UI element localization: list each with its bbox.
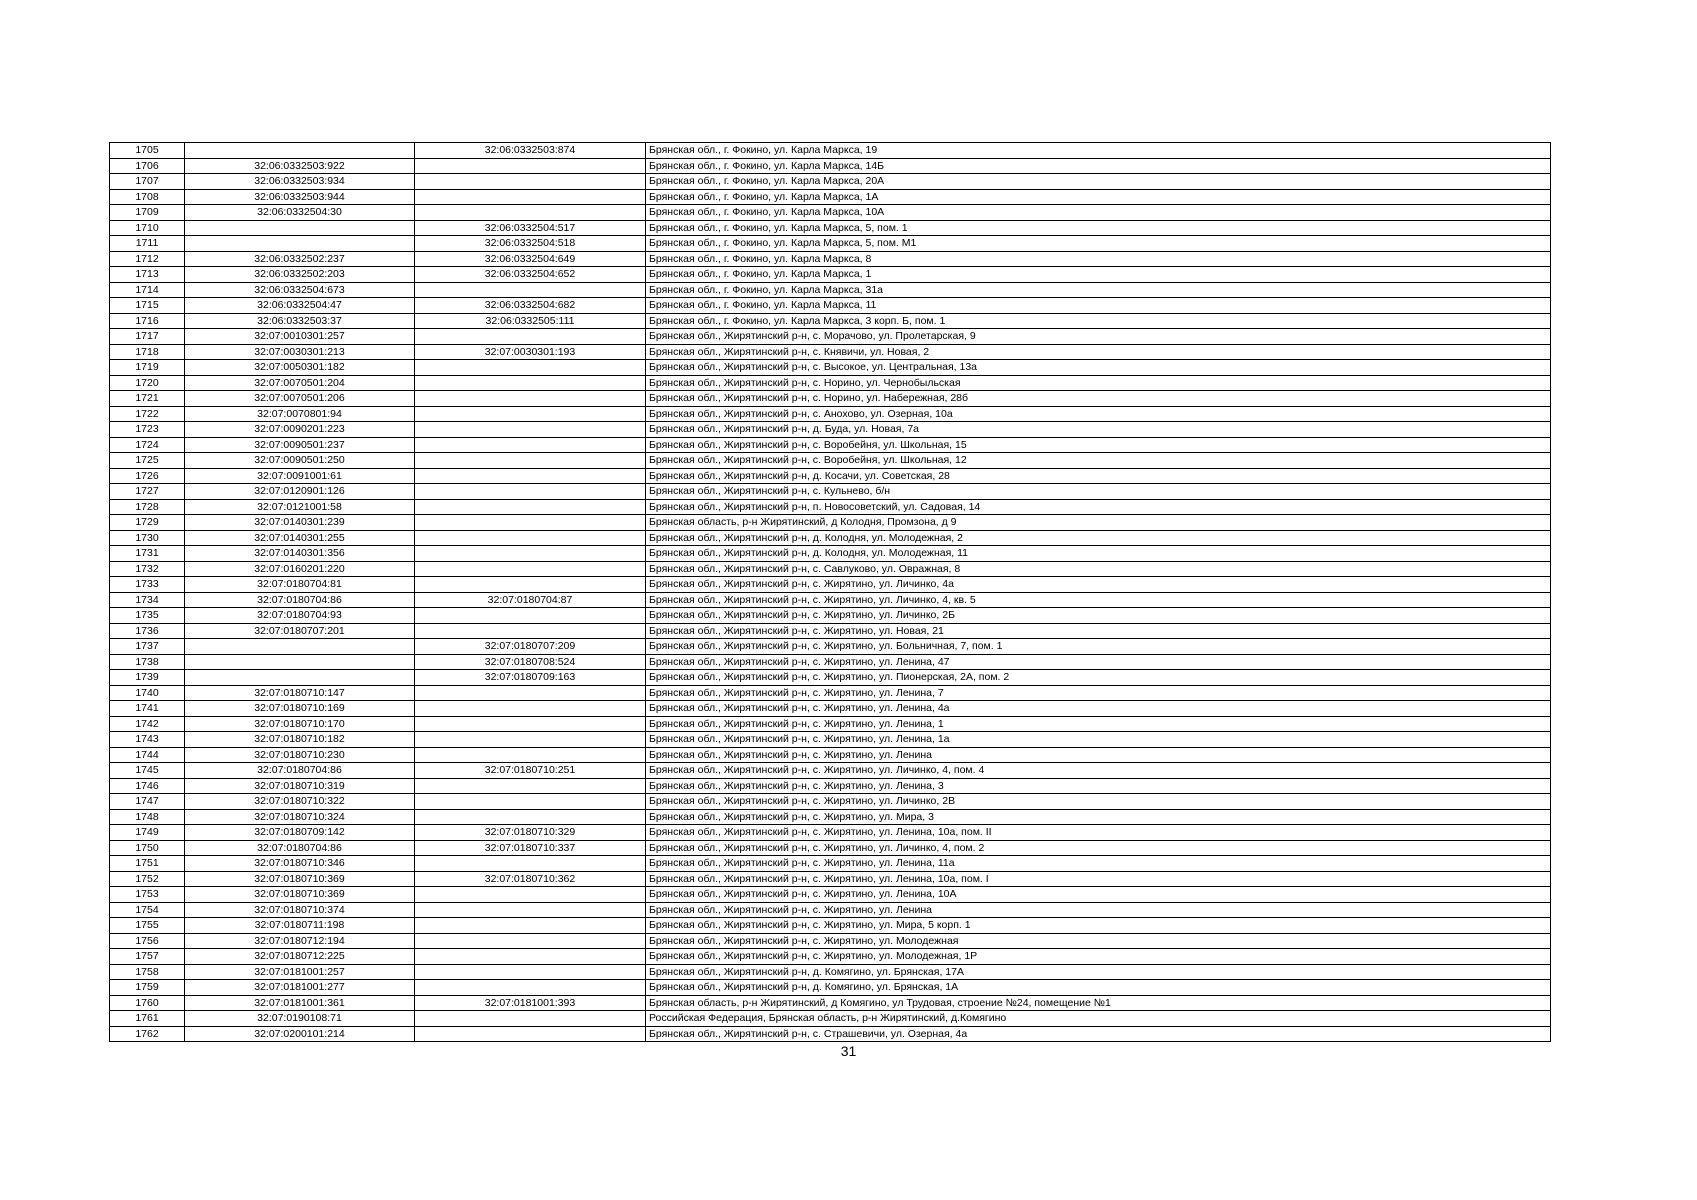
table-row	[110, 391, 1551, 407]
table-row	[110, 344, 1551, 360]
row-number-cell: 1705	[110, 143, 185, 159]
object-number-cell	[415, 375, 646, 391]
table-row	[110, 546, 1551, 562]
parcel-number-cell	[185, 670, 415, 686]
object-number-cell: 32:07:0180709:163	[415, 670, 646, 686]
table-row	[110, 623, 1551, 639]
object-number-cell: 32:07:0180704:87	[415, 592, 646, 608]
address-cell: Брянская обл., г. Фокино, ул. Карла Маркса, 14Б	[646, 158, 1551, 174]
parcel-number-cell: 32:07:0180710:369	[185, 871, 415, 887]
parcel-number-cell: 32:07:0180710:346	[185, 856, 415, 872]
object-number-cell: 32:07:0180708:524	[415, 654, 646, 670]
object-number-cell: 32:07:0180710:329	[415, 825, 646, 841]
parcel-number-cell: 32:06:0332503:37	[185, 313, 415, 329]
row-number-cell: 1750	[110, 840, 185, 856]
parcel-number-cell: 32:07:0091001:61	[185, 468, 415, 484]
parcel-number-cell: 32:06:0332504:673	[185, 282, 415, 298]
row-number-cell: 1721	[110, 391, 185, 407]
address-cell: Брянская обл., Жирятинский р-н, с. Жирятино, ул. Личинко, 4, пом. 4	[646, 763, 1551, 779]
address-cell: Брянская обл., г. Фокино, ул. Карла Маркса, 31а	[646, 282, 1551, 298]
object-number-cell	[415, 887, 646, 903]
row-number-cell: 1707	[110, 174, 185, 190]
table-row	[110, 267, 1551, 283]
row-number-cell: 1709	[110, 205, 185, 221]
table-row	[110, 484, 1551, 500]
row-number-cell: 1719	[110, 360, 185, 376]
registry-table-body	[110, 143, 1551, 1042]
parcel-number-cell: 32:07:0180704:86	[185, 592, 415, 608]
table-row	[110, 995, 1551, 1011]
table-row	[110, 251, 1551, 267]
row-number-cell: 1733	[110, 577, 185, 593]
row-number-cell: 1718	[110, 344, 185, 360]
object-number-cell	[415, 856, 646, 872]
object-number-cell	[415, 422, 646, 438]
object-number-cell	[415, 980, 646, 996]
object-number-cell	[415, 623, 646, 639]
object-number-cell	[415, 902, 646, 918]
object-number-cell: 32:06:0332503:874	[415, 143, 646, 159]
table-row	[110, 437, 1551, 453]
parcel-number-cell: 32:07:0180710:169	[185, 701, 415, 717]
table-row	[110, 1011, 1551, 1027]
object-number-cell: 32:06:0332504:518	[415, 236, 646, 252]
table-row	[110, 918, 1551, 934]
row-number-cell: 1738	[110, 654, 185, 670]
address-cell: Брянская обл., Жирятинский р-н, д. Колодня, ул. Молодежная, 11	[646, 546, 1551, 562]
row-number-cell: 1747	[110, 794, 185, 810]
address-cell: Брянская обл., Жирятинский р-н, с. Страшевичи, ул. Озерная, 4а	[646, 1026, 1551, 1042]
address-cell: Брянская обл., Жирятинский р-н, с. Жирятино, ул. Личинко, 4, пом. 2	[646, 840, 1551, 856]
row-number-cell: 1749	[110, 825, 185, 841]
parcel-number-cell: 32:07:0030301:213	[185, 344, 415, 360]
object-number-cell: 32:06:0332504:652	[415, 267, 646, 283]
address-cell: Брянская обл., Жирятинский р-н, с. Жирятино, ул. Больничная, 7, пом. 1	[646, 639, 1551, 655]
address-cell: Брянская обл., Жирятинский р-н, с. Воробейня, ул. Школьная, 15	[646, 437, 1551, 453]
table-row	[110, 701, 1551, 717]
row-number-cell: 1717	[110, 329, 185, 345]
parcel-number-cell: 32:07:0180704:86	[185, 840, 415, 856]
address-cell: Брянская обл., Жирятинский р-н, д. Косачи, ул. Советская, 28	[646, 468, 1551, 484]
parcel-number-cell: 32:07:0180709:142	[185, 825, 415, 841]
parcel-number-cell: 32:06:0332502:203	[185, 267, 415, 283]
address-cell: Брянская обл., г. Фокино, ул. Карла Маркса, 5, пом. 1	[646, 220, 1551, 236]
object-number-cell	[415, 530, 646, 546]
object-number-cell	[415, 282, 646, 298]
table-row	[110, 205, 1551, 221]
parcel-number-cell: 32:07:0180710:182	[185, 732, 415, 748]
table-row	[110, 282, 1551, 298]
table-row	[110, 639, 1551, 655]
parcel-number-cell: 32:07:0090501:250	[185, 453, 415, 469]
object-number-cell: 32:06:0332504:649	[415, 251, 646, 267]
row-number-cell: 1735	[110, 608, 185, 624]
object-number-cell	[415, 964, 646, 980]
address-cell: Брянская обл., Жирятинский р-н, с. Жирятино, ул. Ленина, 1а	[646, 732, 1551, 748]
row-number-cell: 1723	[110, 422, 185, 438]
parcel-number-cell	[185, 654, 415, 670]
parcel-number-cell: 32:07:0180704:93	[185, 608, 415, 624]
parcel-number-cell: 32:07:0120901:126	[185, 484, 415, 500]
row-number-cell: 1734	[110, 592, 185, 608]
row-number-cell: 1724	[110, 437, 185, 453]
object-number-cell	[415, 716, 646, 732]
table-row	[110, 809, 1551, 825]
address-cell: Брянская обл., Жирятинский р-н, с. Жирятино, ул. Ленина, 7	[646, 685, 1551, 701]
row-number-cell: 1711	[110, 236, 185, 252]
address-cell: Брянская обл., Жирятинский р-н, с. Жирятино, ул. Мира, 3	[646, 809, 1551, 825]
table-row	[110, 949, 1551, 965]
parcel-number-cell: 32:07:0181001:257	[185, 964, 415, 980]
address-cell: Брянская обл., Жирятинский р-н, с. Жирятино, ул. Личинко, 4а	[646, 577, 1551, 593]
table-row	[110, 174, 1551, 190]
parcel-number-cell: 32:06:0332502:237	[185, 251, 415, 267]
row-number-cell: 1762	[110, 1026, 185, 1042]
address-cell: Брянская обл., Жирятинский р-н, с. Жирятино, ул. Ленина, 1	[646, 716, 1551, 732]
row-number-cell: 1720	[110, 375, 185, 391]
parcel-number-cell: 32:07:0190108:71	[185, 1011, 415, 1027]
parcel-number-cell: 32:07:0180710:319	[185, 778, 415, 794]
parcel-number-cell: 32:07:0180710:322	[185, 794, 415, 810]
object-number-cell	[415, 499, 646, 515]
table-row	[110, 825, 1551, 841]
row-number-cell: 1731	[110, 546, 185, 562]
parcel-number-cell	[185, 220, 415, 236]
object-number-cell	[415, 437, 646, 453]
table-row	[110, 313, 1551, 329]
table-row	[110, 778, 1551, 794]
object-number-cell: 32:07:0030301:193	[415, 344, 646, 360]
address-cell: Брянская обл., Жирятинский р-н, с. Княвичи, ул. Новая, 2	[646, 344, 1551, 360]
parcel-number-cell: 32:07:0090501:237	[185, 437, 415, 453]
address-cell: Брянская обл., Жирятинский р-н, с. Жирятино, ул. Новая, 21	[646, 623, 1551, 639]
parcel-number-cell: 32:07:0200101:214	[185, 1026, 415, 1042]
address-cell: Брянская обл., Жирятинский р-н, с. Жирятино, ул. Ленина, 10а, пом. II	[646, 825, 1551, 841]
table-row	[110, 360, 1551, 376]
address-cell: Брянская обл., г. Фокино, ул. Карла Маркса, 11	[646, 298, 1551, 314]
address-cell: Брянская обл., Жирятинский р-н, с. Высокое, ул. Центральная, 13а	[646, 360, 1551, 376]
row-number-cell: 1739	[110, 670, 185, 686]
row-number-cell: 1722	[110, 406, 185, 422]
table-row	[110, 577, 1551, 593]
address-cell: Брянская обл., г. Фокино, ул. Карла Маркса, 20А	[646, 174, 1551, 190]
parcel-number-cell: 32:07:0180710:374	[185, 902, 415, 918]
table-row	[110, 592, 1551, 608]
object-number-cell: 32:07:0180707:209	[415, 639, 646, 655]
table-row	[110, 902, 1551, 918]
table-row	[110, 980, 1551, 996]
row-number-cell: 1756	[110, 933, 185, 949]
address-cell: Брянская обл., Жирятинский р-н, с. Жирятино, ул. Личинко, 2В	[646, 794, 1551, 810]
parcel-number-cell: 32:07:0180711:198	[185, 918, 415, 934]
parcel-number-cell: 32:07:0180710:369	[185, 887, 415, 903]
object-number-cell	[415, 329, 646, 345]
address-cell: Брянская обл., г. Фокино, ул. Карла Маркса, 1	[646, 267, 1551, 283]
table-row	[110, 515, 1551, 531]
table-row	[110, 871, 1551, 887]
parcel-number-cell: 32:07:0010301:257	[185, 329, 415, 345]
row-number-cell: 1728	[110, 499, 185, 515]
table-row	[110, 499, 1551, 515]
object-number-cell: 32:06:0332504:682	[415, 298, 646, 314]
object-number-cell	[415, 205, 646, 221]
address-cell: Брянская обл., Жирятинский р-н, с. Жирятино, ул. Мира, 5 корп. 1	[646, 918, 1551, 934]
row-number-cell: 1736	[110, 623, 185, 639]
parcel-number-cell: 32:07:0140301:255	[185, 530, 415, 546]
row-number-cell: 1746	[110, 778, 185, 794]
object-number-cell	[415, 732, 646, 748]
parcel-number-cell: 32:07:0121001:58	[185, 499, 415, 515]
row-number-cell: 1726	[110, 468, 185, 484]
table-row	[110, 422, 1551, 438]
table-row	[110, 685, 1551, 701]
object-number-cell: 32:07:0180710:251	[415, 763, 646, 779]
table-row	[110, 158, 1551, 174]
address-cell: Брянская обл., Жирятинский р-н, с. Жирятино, ул. Личинко, 4, кв. 5	[646, 592, 1551, 608]
object-number-cell	[415, 933, 646, 949]
table-row	[110, 406, 1551, 422]
object-number-cell	[415, 561, 646, 577]
table-row	[110, 933, 1551, 949]
object-number-cell: 32:07:0180710:337	[415, 840, 646, 856]
table-row	[110, 298, 1551, 314]
object-number-cell	[415, 747, 646, 763]
table-row	[110, 236, 1551, 252]
table-row	[110, 220, 1551, 236]
row-number-cell: 1759	[110, 980, 185, 996]
table-row	[110, 840, 1551, 856]
address-cell: Брянская обл., Жирятинский р-н, с. Жирятино, ул. Ленина, 10а, пом. I	[646, 871, 1551, 887]
address-cell: Брянская обл., г. Фокино, ул. Карла Маркса, 8	[646, 251, 1551, 267]
address-cell: Брянская обл., Жирятинский р-н, с. Жирятино, ул. Молодежная, 1Р	[646, 949, 1551, 965]
parcel-number-cell: 32:07:0050301:182	[185, 360, 415, 376]
address-cell: Российская Федерация, Брянская область, р-н Жирятинский, д.Комягино	[646, 1011, 1551, 1027]
object-number-cell	[415, 701, 646, 717]
address-cell: Брянская обл., г. Фокино, ул. Карла Маркса, 1А	[646, 189, 1551, 205]
row-number-cell: 1706	[110, 158, 185, 174]
row-number-cell: 1741	[110, 701, 185, 717]
address-cell: Брянская обл., Жирятинский р-н, д. Комягино, ул. Брянская, 17А	[646, 964, 1551, 980]
table-row	[110, 887, 1551, 903]
table-row	[110, 794, 1551, 810]
parcel-number-cell	[185, 143, 415, 159]
parcel-number-cell: 32:07:0140301:356	[185, 546, 415, 562]
object-number-cell	[415, 484, 646, 500]
object-number-cell	[415, 174, 646, 190]
parcel-number-cell: 32:07:0180704:81	[185, 577, 415, 593]
address-cell: Брянская обл., Жирятинский р-н, с. Анохово, ул. Озерная, 10а	[646, 406, 1551, 422]
table-row	[110, 561, 1551, 577]
parcel-number-cell: 32:07:0180710:147	[185, 685, 415, 701]
row-number-cell: 1761	[110, 1011, 185, 1027]
object-number-cell	[415, 468, 646, 484]
address-cell: Брянская обл., Жирятинский р-н, с. Жирятино, ул. Ленина, 47	[646, 654, 1551, 670]
object-number-cell	[415, 189, 646, 205]
row-number-cell: 1755	[110, 918, 185, 934]
parcel-number-cell: 32:07:0181001:277	[185, 980, 415, 996]
object-number-cell	[415, 809, 646, 825]
address-cell: Брянская обл., Жирятинский р-н, с. Жирятино, ул. Ленина, 10А	[646, 887, 1551, 903]
address-cell: Брянская обл., Жирятинский р-н, с. Жирятино, ул. Молодежная	[646, 933, 1551, 949]
page-number: 31	[840, 1043, 857, 1059]
parcel-number-cell: 32:07:0180712:194	[185, 933, 415, 949]
row-number-cell: 1744	[110, 747, 185, 763]
row-number-cell: 1729	[110, 515, 185, 531]
table-row	[110, 732, 1551, 748]
parcel-number-cell: 32:06:0332504:30	[185, 205, 415, 221]
parcel-number-cell: 32:07:0180710:324	[185, 809, 415, 825]
row-number-cell: 1725	[110, 453, 185, 469]
address-cell: Брянская обл., Жирятинский р-н, д. Буда, ул. Новая, 7а	[646, 422, 1551, 438]
object-number-cell	[415, 577, 646, 593]
address-cell: Брянская обл., Жирятинский р-н, с. Норино, ул. Набережная, 28б	[646, 391, 1551, 407]
row-number-cell: 1753	[110, 887, 185, 903]
table-row	[110, 670, 1551, 686]
row-number-cell: 1748	[110, 809, 185, 825]
address-cell: Брянская обл., г. Фокино, ул. Карла Маркса, 3 корп. Б, пом. 1	[646, 313, 1551, 329]
row-number-cell: 1714	[110, 282, 185, 298]
address-cell: Брянская обл., Жирятинский р-н, д. Колодня, ул. Молодежная, 2	[646, 530, 1551, 546]
address-cell: Брянская обл., Жирятинский р-н, с. Жирятино, ул. Ленина, 4а	[646, 701, 1551, 717]
address-cell: Брянская обл., Жирятинский р-н, с. Жирятино, ул. Ленина	[646, 902, 1551, 918]
parcel-number-cell: 32:07:0070801:94	[185, 406, 415, 422]
object-number-cell	[415, 918, 646, 934]
object-number-cell	[415, 778, 646, 794]
object-number-cell	[415, 546, 646, 562]
object-number-cell: 32:06:0332504:517	[415, 220, 646, 236]
row-number-cell: 1757	[110, 949, 185, 965]
address-cell: Брянская область, р-н Жирятинский, д Колодня, Промзона, д 9	[646, 515, 1551, 531]
parcel-number-cell: 32:07:0070501:204	[185, 375, 415, 391]
row-number-cell: 1737	[110, 639, 185, 655]
row-number-cell: 1758	[110, 964, 185, 980]
row-number-cell: 1751	[110, 856, 185, 872]
address-cell: Брянская обл., Жирятинский р-н, п. Новосоветский, ул. Садовая, 14	[646, 499, 1551, 515]
parcel-number-cell	[185, 236, 415, 252]
row-number-cell: 1716	[110, 313, 185, 329]
address-cell: Брянская обл., Жирятинский р-н, с. Жирятино, ул. Ленина	[646, 747, 1551, 763]
parcel-number-cell: 32:06:0332503:944	[185, 189, 415, 205]
parcel-number-cell	[185, 639, 415, 655]
object-number-cell: 32:07:0180710:362	[415, 871, 646, 887]
row-number-cell: 1712	[110, 251, 185, 267]
address-cell: Брянская обл., Жирятинский р-н, с. Жирятино, ул. Ленина, 11а	[646, 856, 1551, 872]
row-number-cell: 1713	[110, 267, 185, 283]
parcel-number-cell: 32:06:0332503:934	[185, 174, 415, 190]
object-number-cell	[415, 608, 646, 624]
row-number-cell: 1710	[110, 220, 185, 236]
object-number-cell	[415, 794, 646, 810]
parcel-number-cell: 32:07:0140301:239	[185, 515, 415, 531]
parcel-number-cell: 32:07:0180712:225	[185, 949, 415, 965]
object-number-cell	[415, 391, 646, 407]
row-number-cell: 1727	[110, 484, 185, 500]
parcel-number-cell: 32:07:0160201:220	[185, 561, 415, 577]
address-cell: Брянская обл., Жирятинский р-н, с. Жирятино, ул. Личинко, 2Б	[646, 608, 1551, 624]
row-number-cell: 1760	[110, 995, 185, 1011]
address-cell: Брянская обл., Жирятинский р-н, с. Морачово, ул. Пролетарская, 9	[646, 329, 1551, 345]
table-row	[110, 468, 1551, 484]
address-cell: Брянская обл., г. Фокино, ул. Карла Маркса, 5, пом. М1	[646, 236, 1551, 252]
object-number-cell	[415, 453, 646, 469]
object-number-cell	[415, 949, 646, 965]
table-row	[110, 747, 1551, 763]
parcel-number-cell: 32:07:0181001:361	[185, 995, 415, 1011]
object-number-cell	[415, 1026, 646, 1042]
address-cell: Брянская обл., Жирятинский р-н, с. Жирятино, ул. Пионерская, 2А, пом. 2	[646, 670, 1551, 686]
row-number-cell: 1715	[110, 298, 185, 314]
table-row	[110, 763, 1551, 779]
parcel-number-cell: 32:07:0070501:206	[185, 391, 415, 407]
row-number-cell: 1752	[110, 871, 185, 887]
object-number-cell	[415, 1011, 646, 1027]
row-number-cell: 1708	[110, 189, 185, 205]
table-row	[110, 189, 1551, 205]
table-row	[110, 1026, 1551, 1042]
object-number-cell: 32:07:0181001:393	[415, 995, 646, 1011]
row-number-cell: 1745	[110, 763, 185, 779]
object-number-cell	[415, 360, 646, 376]
table-row	[110, 453, 1551, 469]
row-number-cell: 1743	[110, 732, 185, 748]
row-number-cell: 1732	[110, 561, 185, 577]
row-number-cell: 1754	[110, 902, 185, 918]
object-number-cell: 32:06:0332505:111	[415, 313, 646, 329]
table-row	[110, 856, 1551, 872]
parcel-number-cell: 32:07:0090201:223	[185, 422, 415, 438]
address-cell: Брянская обл., Жирятинский р-н, с. Воробейня, ул. Школьная, 12	[646, 453, 1551, 469]
table-row	[110, 530, 1551, 546]
address-cell: Брянская обл., г. Фокино, ул. Карла Маркса, 10А	[646, 205, 1551, 221]
table-row	[110, 654, 1551, 670]
parcel-number-cell: 32:07:0180710:230	[185, 747, 415, 763]
parcel-number-cell: 32:06:0332504:47	[185, 298, 415, 314]
parcel-number-cell: 32:06:0332503:922	[185, 158, 415, 174]
object-number-cell	[415, 158, 646, 174]
table-row	[110, 964, 1551, 980]
parcel-number-cell: 32:07:0180710:170	[185, 716, 415, 732]
address-cell: Брянская обл., Жирятинский р-н, с. Савлуково, ул. Овражная, 8	[646, 561, 1551, 577]
address-cell: Брянская обл., Жирятинский р-н, д. Комягино, ул. Брянская, 1А	[646, 980, 1551, 996]
address-cell: Брянская обл., Жирятинский р-н, с. Жирятино, ул. Ленина, 3	[646, 778, 1551, 794]
object-number-cell	[415, 685, 646, 701]
address-cell: Брянская обл., Жирятинский р-н, с. Кульнево, б/н	[646, 484, 1551, 500]
object-number-cell	[415, 406, 646, 422]
address-cell: Брянская обл., г. Фокино, ул. Карла Маркса, 19	[646, 143, 1551, 159]
row-number-cell: 1740	[110, 685, 185, 701]
table-row	[110, 608, 1551, 624]
address-cell: Брянская область, р-н Жирятинский, д Комягино, ул Трудовая, строение №24, помещение №1	[646, 995, 1551, 1011]
table-row	[110, 329, 1551, 345]
table-row	[110, 716, 1551, 732]
registry-table	[109, 142, 1551, 1042]
table-row	[110, 375, 1551, 391]
table-row	[110, 143, 1551, 159]
parcel-number-cell: 32:07:0180707:201	[185, 623, 415, 639]
row-number-cell: 1742	[110, 716, 185, 732]
parcel-number-cell: 32:07:0180704:86	[185, 763, 415, 779]
object-number-cell	[415, 515, 646, 531]
row-number-cell: 1730	[110, 530, 185, 546]
address-cell: Брянская обл., Жирятинский р-н, с. Норино, ул. Чернобыльская	[646, 375, 1551, 391]
